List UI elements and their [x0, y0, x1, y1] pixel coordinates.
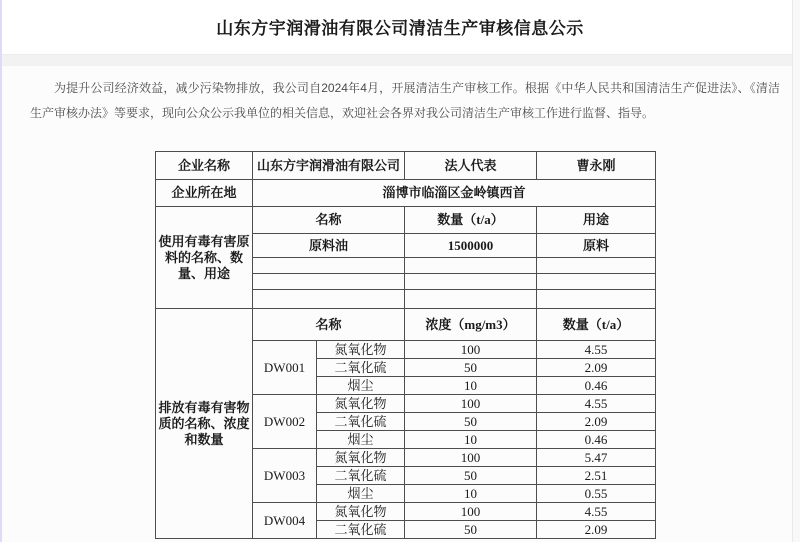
pollutant-concentration: 10	[405, 485, 537, 503]
pollutant-name: 二氧化硫	[317, 521, 405, 539]
emissions-section-label: 排放有毒有害物质的名称、浓度和数量	[156, 309, 253, 539]
pollutant-concentration: 100	[405, 503, 537, 521]
header-divider	[0, 54, 800, 66]
table-row	[156, 309, 656, 341]
table-cell	[405, 274, 537, 290]
outlet-code: DW002	[253, 395, 317, 449]
pollutant-concentration: 100	[405, 341, 537, 359]
table-cell	[253, 274, 405, 290]
column-header: 浓度（mg/m3）	[405, 309, 537, 341]
pollutant-amount: 0.46	[537, 431, 656, 449]
table-cell: 1500000	[405, 234, 537, 258]
table-cell	[405, 290, 537, 309]
table-cell	[253, 258, 405, 274]
pollutant-amount: 4.55	[537, 395, 656, 413]
page-header	[0, 0, 800, 54]
table-cell	[253, 290, 405, 309]
pollutant-amount: 2.51	[537, 467, 656, 485]
pollutant-amount: 2.09	[537, 359, 656, 377]
pollutant-amount: 4.55	[537, 341, 656, 359]
pollutant-amount: 0.46	[537, 377, 656, 395]
pollutant-name: 烟尘	[317, 431, 405, 449]
table-cell	[537, 290, 656, 309]
column-header: 名称	[253, 207, 405, 234]
raw-materials-section-label: 使用有毒有害原料的名称、数量、用途	[156, 207, 253, 309]
pollutant-name: 氮氧化物	[317, 395, 405, 413]
pollutant-concentration: 50	[405, 359, 537, 377]
audit-info-table	[155, 151, 656, 539]
table-cell: 原料油	[253, 234, 405, 258]
pollutant-amount: 2.09	[537, 521, 656, 539]
legal-rep-value: 曹永刚	[537, 152, 656, 180]
pollutant-concentration: 10	[405, 377, 537, 395]
pollutant-amount: 2.09	[537, 413, 656, 431]
pollutant-name: 氮氧化物	[317, 503, 405, 521]
outlet-code: DW003	[253, 449, 317, 503]
company-name-label: 企业名称	[156, 152, 253, 180]
page-title: 山东方宇润滑油有限公司清洁生产审核信息公示	[216, 19, 584, 38]
content-area	[0, 66, 800, 542]
intro-paragraph: 为提升公司经济效益，减少污染物排放，我公司自2024年4月，开展清洁生产审核工作。根据《中华人民共和国清洁生产促进法》、《清洁生产审核办法》等要求，现向公众公示我单位的相关信息，欢迎社会各界对我公司清洁生产审核工作进行监督、指导。	[30, 81, 780, 120]
page-left-edge	[0, 0, 2, 542]
column-header: 数量（t/a）	[405, 207, 537, 234]
pollutant-name: 烟尘	[317, 377, 405, 395]
pollutant-concentration: 100	[405, 449, 537, 467]
pollutant-amount: 4.55	[537, 503, 656, 521]
location-value: 淄博市临淄区金岭镇西首	[253, 180, 656, 207]
pollutant-name: 二氧化硫	[317, 467, 405, 485]
column-header: 名称	[253, 309, 405, 341]
table-row	[156, 180, 656, 207]
legal-rep-label: 法人代表	[405, 152, 537, 180]
outlet-code: DW001	[253, 341, 317, 395]
pollutant-name: 烟尘	[317, 485, 405, 503]
pollutant-name: 二氧化硫	[317, 359, 405, 377]
table-row	[156, 152, 656, 180]
table-cell	[537, 258, 656, 274]
pollutant-concentration: 100	[405, 395, 537, 413]
company-name-value: 山东方宇润滑油有限公司	[253, 152, 405, 180]
pollutant-name: 氮氧化物	[317, 341, 405, 359]
outlet-code: DW004	[253, 503, 317, 539]
location-label: 企业所在地	[156, 180, 253, 207]
pollutant-concentration: 50	[405, 413, 537, 431]
table-cell: 原料	[537, 234, 656, 258]
pollutant-amount: 0.55	[537, 485, 656, 503]
pollutant-amount: 5.47	[537, 449, 656, 467]
pollutant-concentration: 50	[405, 521, 537, 539]
table-row	[156, 207, 656, 234]
table-cell	[537, 274, 656, 290]
scrollbar-track[interactable]	[792, 0, 800, 542]
pollutant-concentration: 50	[405, 467, 537, 485]
column-header: 数量（t/a）	[537, 309, 656, 341]
table-cell	[405, 258, 537, 274]
pollutant-concentration: 10	[405, 431, 537, 449]
pollutant-name: 二氧化硫	[317, 413, 405, 431]
pollutant-name: 氮氧化物	[317, 449, 405, 467]
column-header: 用途	[537, 207, 656, 234]
